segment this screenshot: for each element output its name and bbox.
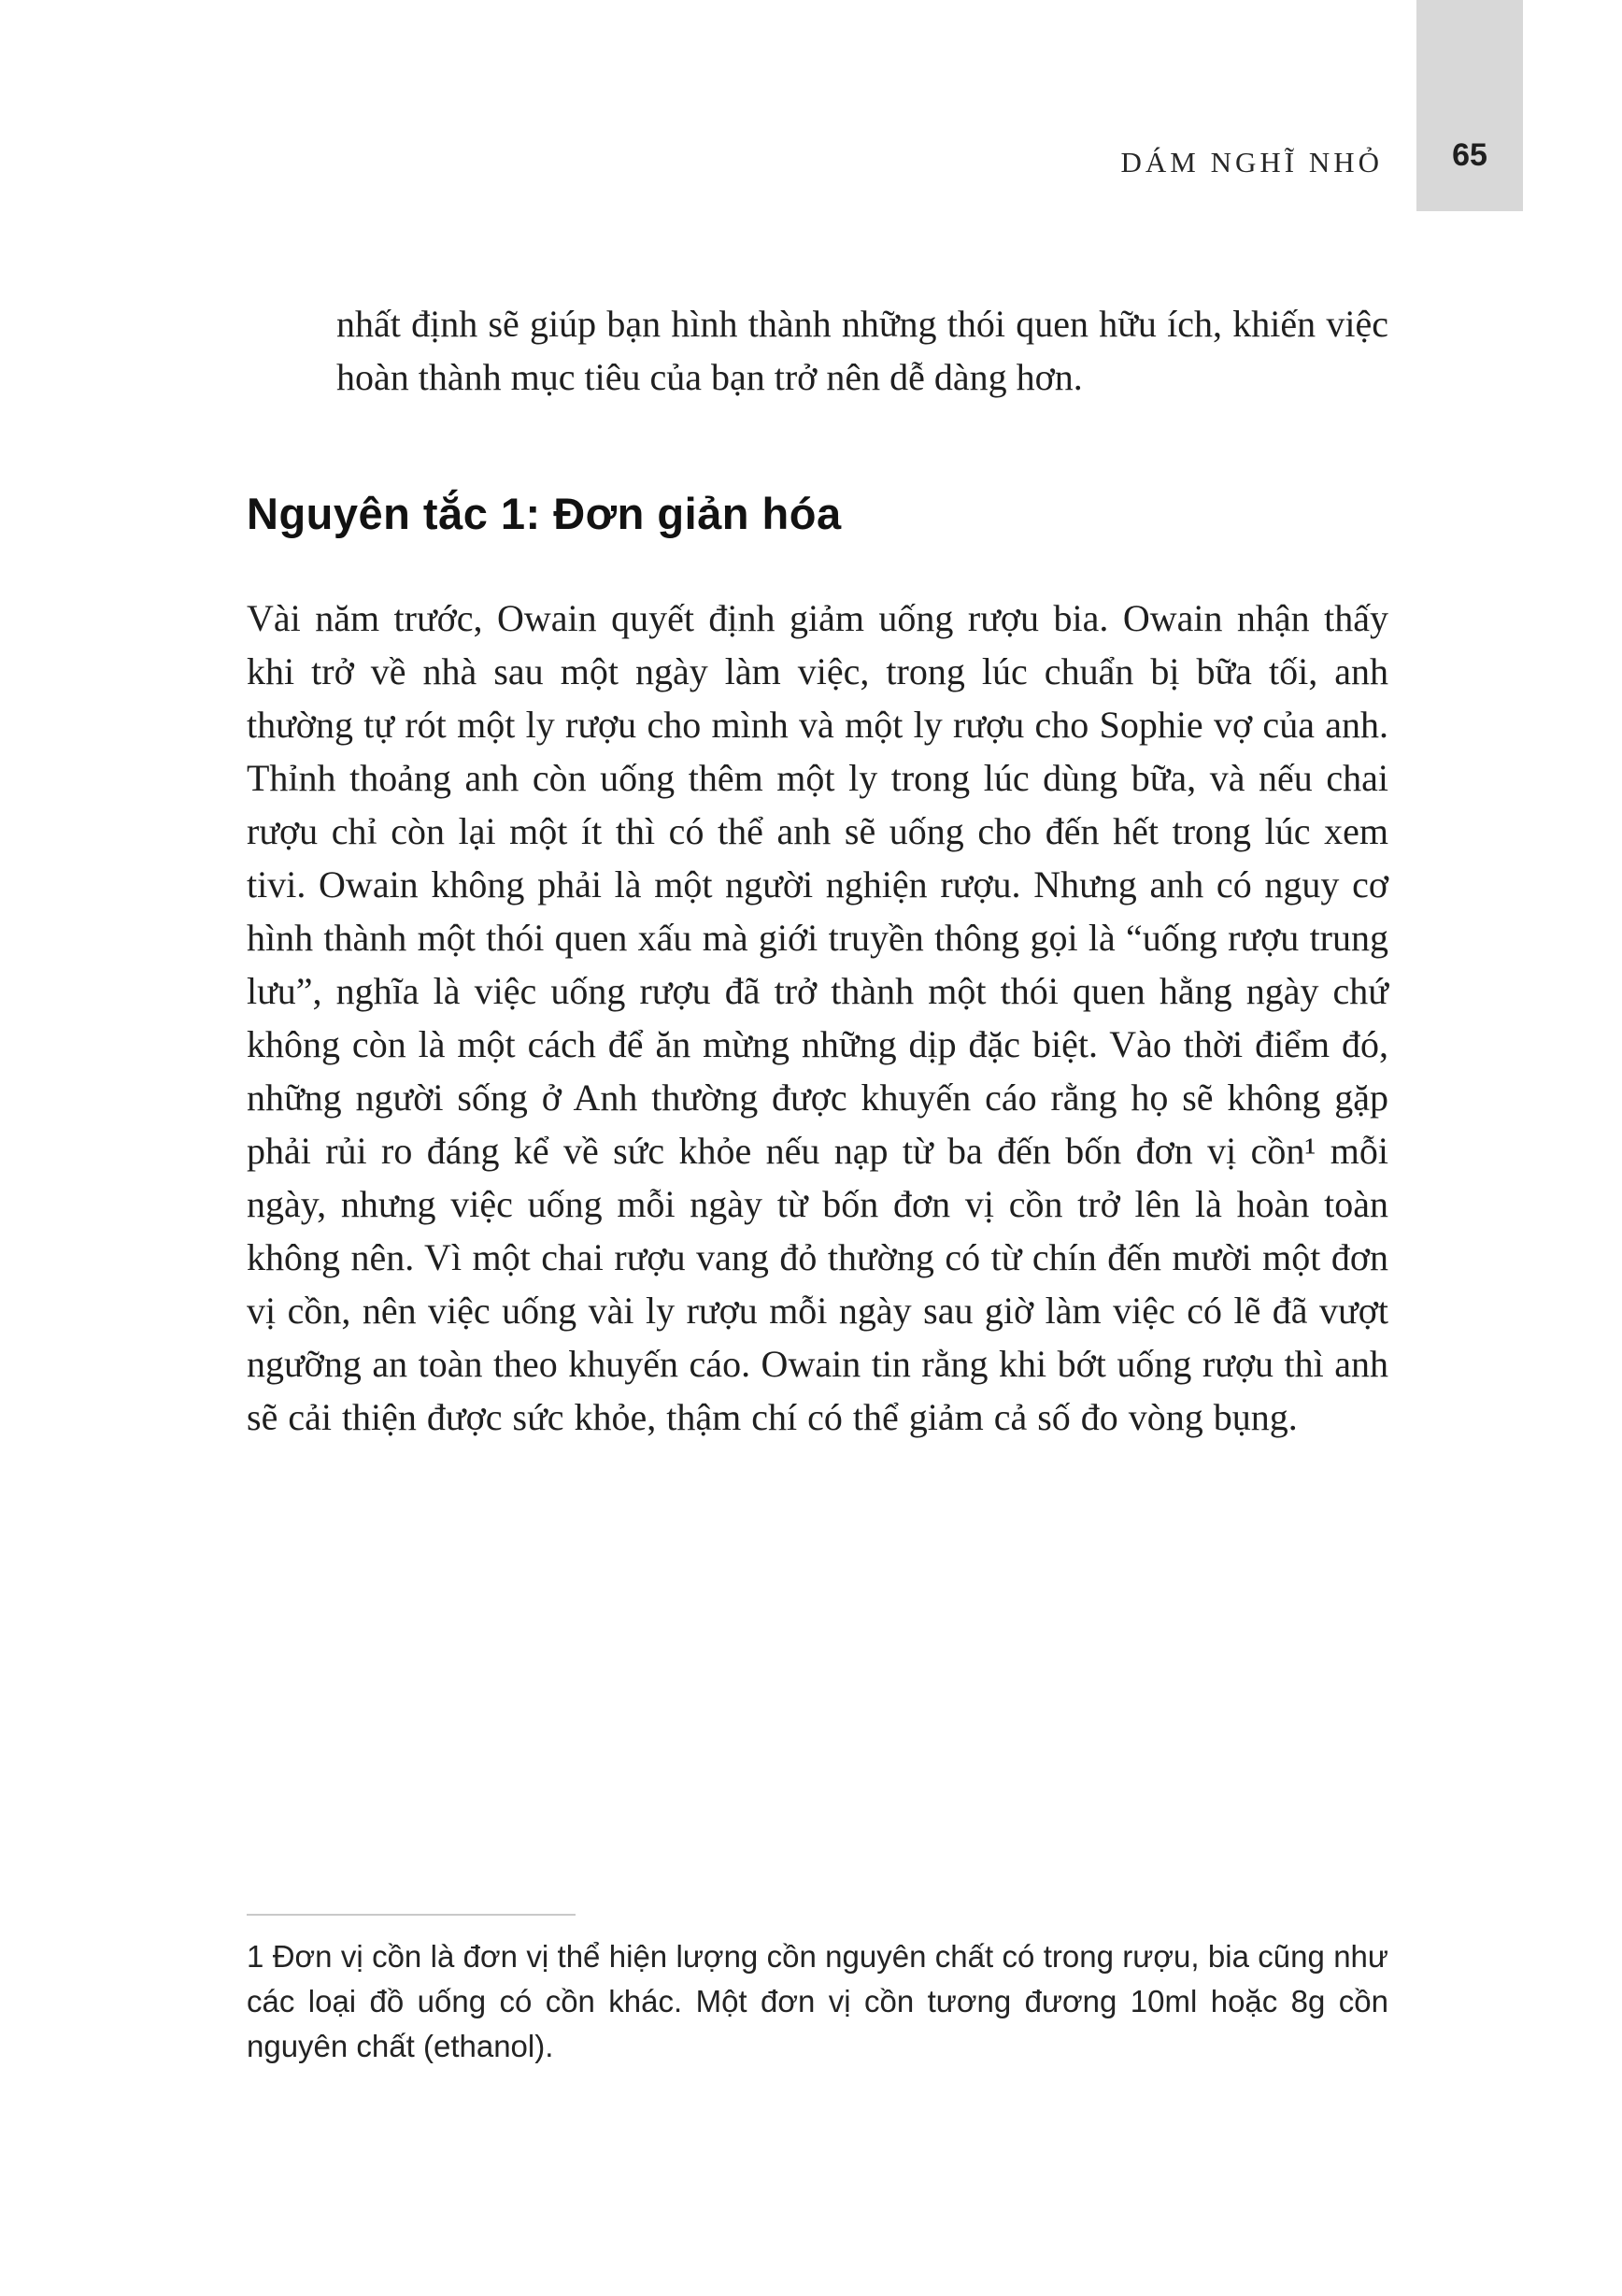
footnote-text: 1 Đơn vị cồn là đơn vị thể hiện lượng cồn nguyên chất có trong rượu, bia cũng như các loại đồ uống có cồn khác. Một đơn vị cồn tương đương 10ml hoặc 8g cồn nguyên chất (ethanol).: [247, 1939, 1388, 2063]
footnote-block: [247, 1914, 1388, 2069]
intro-paragraph: nhất định sẽ giúp bạn hình thành những thói quen hữu ích, khiến việc hoàn thành mục tiêu của bạn trở nên dễ dàng hơn.: [336, 303, 1388, 398]
body-paragraph: Vài năm trước, Owain quyết định giảm uống rượu bia. Owain nhận thấy khi trở về nhà sau một ngày làm việc, trong lúc chuẩn bị bữa tối, anh thường tự rót một ly rượu cho mình và một ly rượu cho Sophie vợ của anh. Thỉnh thoảng anh còn uống thêm một ly trong lúc dùng bữa, và nếu chai rượu chỉ còn lại một ít thì có thể anh sẽ uống cho đến hết trong lúc xem tivi. Owain không phải là một người nghiện rượu. Nhưng anh có nguy cơ hình thành một thói quen xấu mà giới truyền thông gọi là “uống rượu trung lưu”, nghĩa là việc uống rượu đã trở thành một thói quen hằng ngày chứ không còn là một cách để ăn mừng những dịp đặc biệt. Vào thời điểm đó, những người sống ở Anh thường được khuyến cáo rằng họ sẽ không gặp phải rủi ro đáng kể về sức khỏe nếu nạp từ ba đến bốn đơn vị cồn¹ mỗi ngày, nhưng việc uống mỗi ngày từ bốn đơn vị cồn trở lên là hoàn toàn không nên. Vì một chai rượu vang đỏ thường có từ chín đến mười một đơn vị cồn, nên việc uống vài ly rượu mỗi ngày sau giờ làm việc có lẽ đã vượt ngưỡng an toàn theo khuyến cáo. Owain tin rằng khi bớt uống rượu thì anh sẽ cải thiện được sức khỏe, thậm chí có thể giảm cả số đo vòng bụng.: [247, 597, 1388, 1438]
page-content: [247, 297, 1388, 1444]
page-number: 65: [1452, 137, 1487, 173]
footnote-divider: [247, 1914, 576, 1916]
running-header: DÁM NGHĨ NHỎ: [1120, 146, 1383, 178]
page-number-tab: [1416, 0, 1523, 211]
section-heading: Nguyên tắc 1: Đơn giản hóa: [247, 489, 842, 538]
